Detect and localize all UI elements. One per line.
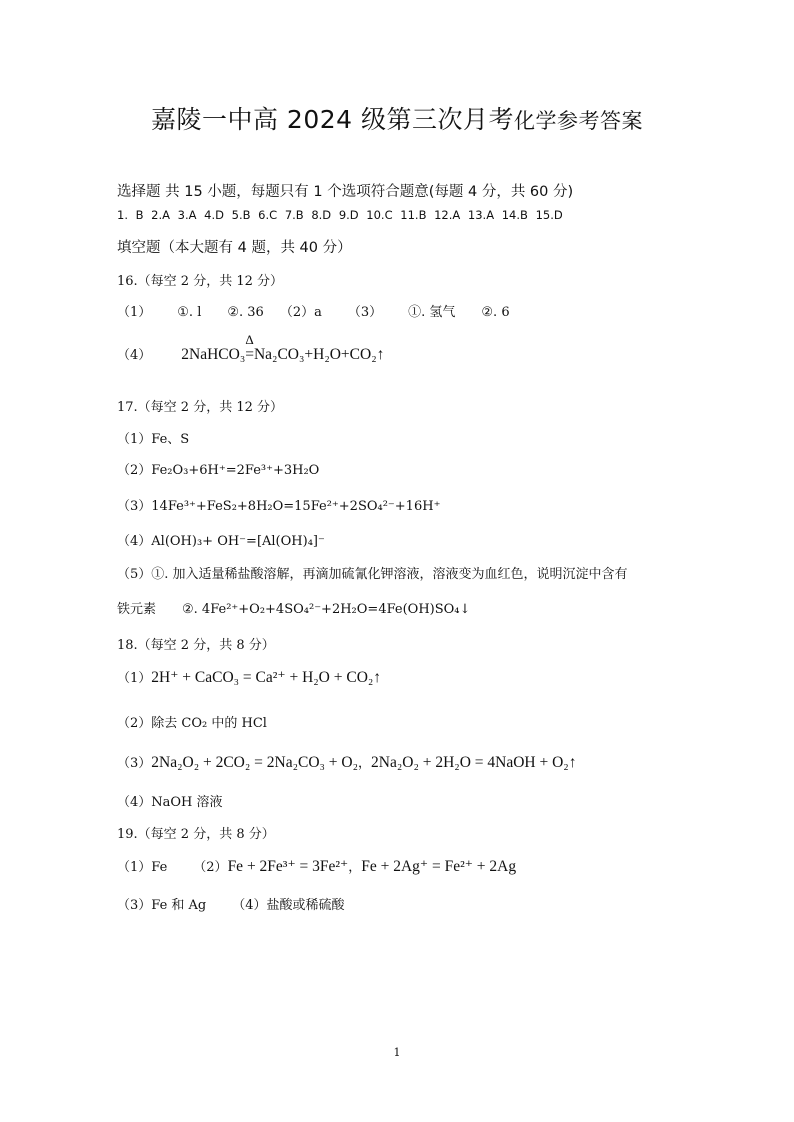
q16-part-3: （3） (347, 305, 383, 320)
q18-equation-3a: 2Na₂O₂ + 2CO₂ = 2Na₂CO₃ + O₂ (151, 754, 359, 771)
q16-header: 16.（每空 2 分，共 12 分） (117, 274, 284, 289)
q17-header: 17.（每空 2 分，共 12 分） (117, 400, 284, 415)
title-main: 嘉陵一中高 2024 级第三次月考 (150, 105, 515, 134)
q18-part-1: （1） (117, 671, 152, 686)
q17-continuation: 铁元素 (117, 602, 157, 617)
q18-line-4: （4）NaOH 溶液 (117, 795, 223, 810)
q16-equation-left: 2NaHCO₃ (181, 346, 246, 363)
q19-header: 19.（每空 2 分，共 8 分） (117, 827, 275, 842)
q16-part-1: （1） (117, 305, 152, 320)
delta-symbol: Δ (245, 332, 254, 347)
q19-line-1 (117, 856, 516, 876)
q19-part-2: （2） (193, 860, 228, 875)
page-number: 1 (393, 1046, 401, 1059)
q17-line-6 (117, 598, 470, 617)
section-fill-heading: 填空题（本大题有 4 题，共 40 分） (117, 240, 352, 256)
q16-line-1 (117, 301, 510, 320)
q17-line-5: （5）①. 加入适量稀盐酸溶解，再滴加硫氰化钾溶液，溶液变为血红色，说明沉淀中含有 (117, 567, 628, 582)
q18-header: 18.（每空 2 分，共 8 分） (117, 638, 275, 653)
choice-answers: 1. B 2.A 3.A 4.D 5.B 6.C 7.B 8.D 9.D 10.C 11.B 12.A 13.A 14.B 15.D (117, 208, 563, 222)
title-suffix: 化学参考答案 (514, 109, 644, 133)
q16-answer-3: ①. 氢气 (408, 305, 456, 320)
q16-answer-4: ②. 6 (481, 305, 510, 320)
q16-line-4 (117, 332, 385, 364)
q17-answer-5-2: ②. 4Fe²⁺+O₂+4SO₄²⁻+2H₂O=4Fe(OH)SO₄↓ (182, 602, 471, 617)
section-choice-heading: 选择题 共 15 小题，每题只有 1 个选项符合题意(每题 4 分，共 60 分) (117, 184, 574, 200)
heat-condition-arrow: Δ = (245, 332, 254, 363)
q16-answer-1: ①. l (177, 305, 202, 320)
q17-line-3: （3）14Fe³⁺+FeS₂+8H₂O=15Fe²⁺+2SO₄²⁻+16H⁺ (117, 499, 441, 514)
q17-line-4: （4）Al(OH)₃+ OH⁻=[Al(OH)₄]⁻ (117, 534, 325, 549)
q19-line-3 (117, 894, 345, 913)
q18-equation-1: 2H⁺ + CaCO₃ = Ca²⁺ + H₂O + CO₂↑ (151, 669, 382, 686)
q19-part-3: （3）Fe 和 Ag (117, 898, 207, 913)
q19-equation-2a: Fe + 2Fe³⁺ = 3Fe²⁺ (227, 858, 349, 875)
q18-equation-3b: 2Na₂O₂ + 2H₂O = 4NaOH + O₂↑ (371, 754, 577, 771)
q19-separator: ， (348, 860, 362, 875)
q16-equation-right: Na₂CO₃+H₂O+CO₂↑ (253, 346, 385, 363)
document-title (0, 100, 794, 136)
q17-line-1: （1）Fe、S (117, 432, 190, 447)
q18-line-1 (117, 667, 381, 687)
q19-equation-2b: Fe + 2Ag⁺ = Fe²⁺ + 2Ag (361, 858, 517, 875)
q18-separator: ， (358, 756, 372, 771)
q19-part-1: （1）Fe (117, 860, 168, 875)
q17-line-2: （2）Fe₂O₃+6H⁺=2Fe³⁺+3H₂O (117, 463, 320, 478)
q18-line-3 (117, 752, 576, 772)
q18-line-2: （2）除去 CO₂ 中的 HCl (117, 716, 267, 731)
q16-part-2: （2）a (279, 305, 322, 320)
q16-part-4: （4） (117, 348, 152, 363)
q18-part-3: （3） (117, 756, 152, 771)
q16-answer-2: ②. 36 (227, 305, 264, 320)
q19-part-4: （4）盐酸或稀硫酸 (232, 898, 345, 913)
